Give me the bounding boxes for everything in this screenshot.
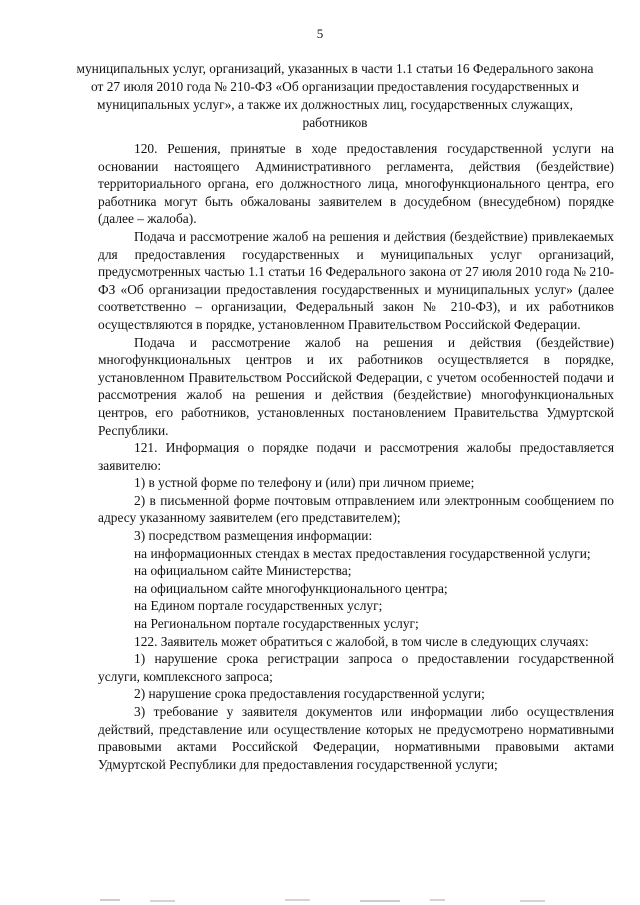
page-number: 5: [316, 26, 324, 41]
section-heading: муниципальных услуг, организаций, указанных в части 1.1 статьи 16 Федерального закона от 27 июля 2010 года № 210-ФЗ «Об организации предоставления государственных и муниципальных услуг», а также их должностных лиц, государственных служащих, работников: [76, 61, 594, 130]
list-item: 2) в письменной форме почтовым отправлением или электронным сообщением по адресу указанному заявителем (его представителем);: [98, 492, 614, 526]
paragraph-120: 120. Решения, принятые в ходе предоставления государственной услуги на основании настоящего Административного регламента, действия (бездействие) территориального органа, его должностного лица, многофункционального центра, его работника могут быть обжалованы заявителем в досудебном (внесудебном) порядке (далее – жалоба).: [98, 141, 614, 227]
list-item: 1) в устной форме по телефону и (или) при личном приеме;: [134, 475, 475, 491]
list-subitem: на Региональном портале государственных услуг;: [134, 616, 419, 632]
paragraph-mfc-complaints: Подача и рассмотрение жалоб на решения и действия (бездействие) многофункциональных центров и их работников осуществляется в порядке, установленном Правительством Российской Федерации, с учетом особенностей подачи и рассмотрения жалоб на решения и действия (бездействие) многофункциональных центров, его работников, установленных постановлением Правительства Удмуртской Республики.: [98, 334, 614, 438]
list-item: 2) нарушение срока предоставления государственной услуги;: [134, 686, 485, 702]
list-subitem: на официальном сайте Министерства;: [134, 563, 352, 579]
list-subitem: на Едином портале государственных услуг;: [134, 598, 383, 614]
list-item: 1) нарушение срока регистрации запроса о предоставлении государственной услуги, комплексного запроса;: [98, 651, 614, 684]
scan-artifact: [0, 897, 640, 903]
paragraph-122: 122. Заявитель может обратиться с жалобой, в том числе в следующих случаях:: [134, 633, 589, 649]
list-item: 3) требование у заявителя документов или информации либо осуществления действий, представление или осуществление которых не предусмотрено нормативными правовыми актами Российской Федерации, нормативными правовыми актами Удмуртской Республики для предоставления государственной услуги;: [98, 704, 614, 772]
list-item: 3) посредством размещения информации:: [134, 528, 373, 544]
list-subitem: на официальном сайте многофункционального центра;: [134, 580, 448, 596]
paragraph-121: 121. Информация о порядке подачи и рассмотрения жалобы предоставляется заявителю:: [98, 440, 614, 473]
document-body: [98, 140, 614, 773]
paragraph-organizations-complaints: Подача и рассмотрение жалоб на решения и действия (бездействие) привлекаемых для предоставления государственных и муниципальных услуг организаций, предусмотренных частью 1.1 статьи 16 Федерального закона от 27 июля 2010 года № 210-ФЗ «Об организации предоставления государственных и муниципальных услуг» (далее соответственно – организации, Федеральный закон № 210-ФЗ), и их работников осуществляются в порядке, установленном Правительством Российской Федерации.: [98, 228, 614, 332]
list-subitem: на информационных стендах в местах предоставления государственной услуги;: [134, 545, 591, 561]
